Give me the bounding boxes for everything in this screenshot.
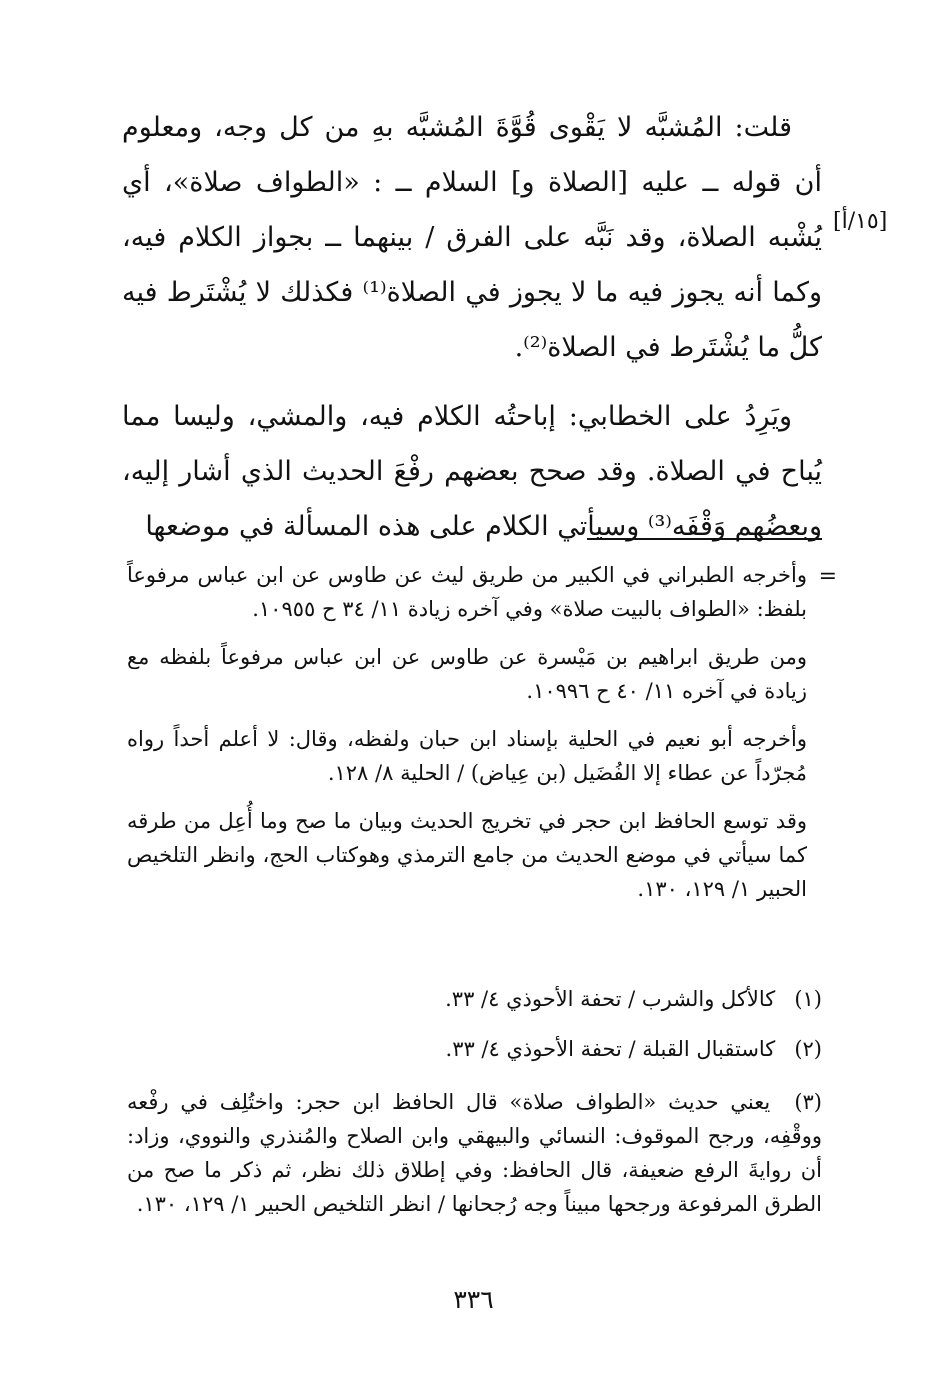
footnote-1 (127, 982, 822, 1016)
footnote-2 (127, 1032, 822, 1066)
footnote-paragraph-3: وأخرجه أبو نعيم في الحلية بإسناد ابن حبان ولفظه، وقال: لا أعلم أحداً رواه مُجرّداً عن عطاء إلا الفُضَيل (بن عِياض) / الحلية ٨/ ١٢٨. (127, 727, 807, 785)
footnote-number: (٢) (794, 1037, 822, 1061)
footnote-3 (127, 1085, 822, 1221)
main-text (122, 100, 822, 568)
footnote-separator (587, 538, 822, 540)
page-number: ٣٣٦ (453, 1285, 494, 1314)
footnote-paragraph-1: وأخرجه الطبراني في الكبير من طريق ليث عن طاوس عن ابن عباس مرفوعاً بلفظ: «الطواف بالبيت صلاة» وفي آخره زيادة ١١/ ٣٤ ح ١٠٩٥٥. (127, 563, 807, 621)
footnote-paragraph-2: ومن طريق ابراهيم بن مَيْسرة عن طاوس عن ابن عباس مرفوعاً بلفظه مع زيادة في آخره ١١/ ٤٠ ح ١٠٩٩٦. (127, 645, 807, 703)
footnote-paragraph-4: وقد توسع الحافظ ابن حجر في تخريج الحديث وبيان ما صح وما أُعِل من طرقه كما سيأتي في موضع الحديث من جامع الترمذي وهوكتاب الحج، وانظر التلخيص الحبير ١/ ١٢٩، ١٣٠. (127, 809, 807, 901)
footnote-continuation (127, 558, 807, 920)
footnote-text: كاستقبال القبلة / تحفة الأحوذي ٤/ ٣٣. (445, 1037, 776, 1061)
footnote-number: (١) (794, 987, 822, 1011)
manuscript-folio-reference: [١٥/أ] (833, 209, 888, 234)
footnote-text: كالأكل والشرب / تحفة الأحوذي ٤/ ٣٣. (445, 987, 776, 1011)
footnote-continuation-mark: = (818, 564, 837, 589)
footnote-number: (٣) (794, 1090, 822, 1114)
main-paragraph-2: ويَرِدُ على الخطابي: إباحتُه الكلام فيه، والمشي، وليسا مما يُباح في الصلاة. وقد صحح بعضهم رفْعَ الحديث الذي أشار إليه، وبعضُهم وَقْفَه⁽³⁾ وسيأتي الكلام على هذه المسألة في موضعها (122, 401, 822, 542)
footnote-text: يعني حديث «الطواف صلاة» قال الحافظ ابن حجر: واختُلِف في رفْعه ووقْفِه، ورجح الموقوف: النسائي والبيهقي وابن الصلاح والمُنذري والنووي، وزاد: أن روايةَ الرفع ضعيفة، قال الحافظ: وفي إطلاق ذلك نظر، ثم ذكر ما صح من الطرق المرفوعة ورجحها مبيناً وجه رُجحانها / انظر التلخيص الحبير ١/ ١٢٩، ١٣٠. (127, 1090, 822, 1216)
main-paragraph-1: قلت: المُشبَّه لا يَقْوى قُوَّةَ المُشبَّه بهِ من كل وجه، ومعلوم أن قوله ــ عليه [الصلاة و] السلام ــ : «الطواف صلاة»، أي يُشْبه الصلاة، وقد نَبَّه على الفرق / بينهما ــ بجواز الكلام فيه، وكما أنه يجوز فيه ما لا يجوز في الصلاة⁽¹⁾ فكذلك لا يُشْتَرط فيه كلُّ ما يُشْتَرط في الصلاة⁽²⁾. (122, 112, 822, 363)
